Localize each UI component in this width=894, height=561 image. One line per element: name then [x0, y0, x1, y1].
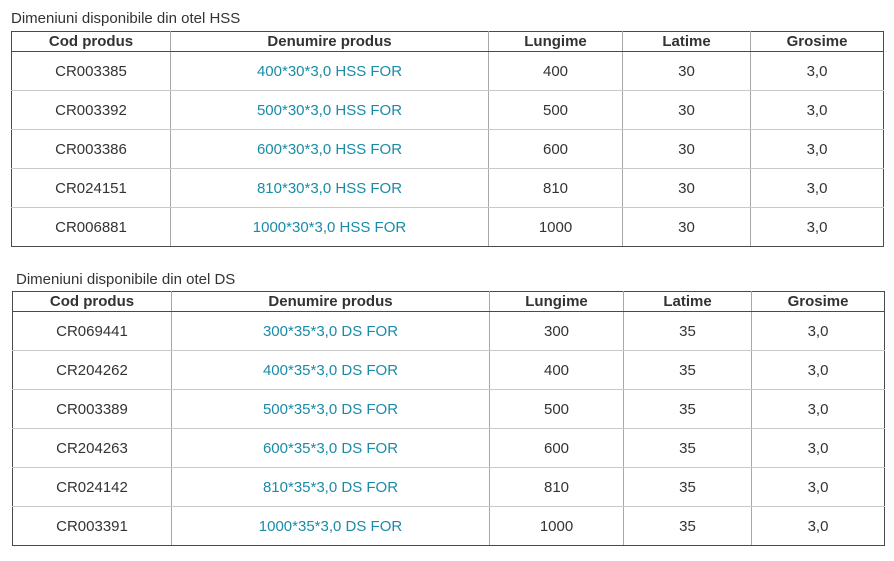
table-row [12, 91, 884, 130]
table-row [12, 52, 884, 91]
cell-length: 810 [490, 468, 624, 507]
cell-length: 1000 [489, 208, 623, 247]
table-row [12, 169, 884, 208]
cell-code: CR024142 [13, 468, 172, 507]
table-row [13, 312, 885, 351]
table-row [13, 429, 885, 468]
cell-width: 35 [624, 390, 752, 429]
cell-thickness: 3,0 [752, 468, 885, 507]
cell-thickness: 3,0 [751, 169, 884, 208]
cell-width: 35 [624, 312, 752, 351]
header-code: Cod produs [13, 292, 172, 312]
product-link[interactable]: 600*30*3,0 HSS FOR [171, 130, 489, 169]
cell-width: 30 [623, 91, 751, 130]
header-thickness: Grosime [751, 32, 884, 52]
table-row [13, 351, 885, 390]
cell-width: 35 [624, 507, 752, 546]
table-ds-dimensions [12, 291, 885, 546]
header-length: Lungime [489, 32, 623, 52]
header-code: Cod produs [12, 32, 171, 52]
cell-width: 30 [623, 208, 751, 247]
header-width: Latime [624, 292, 752, 312]
product-link[interactable]: 600*35*3,0 DS FOR [172, 429, 490, 468]
cell-width: 30 [623, 130, 751, 169]
table-row [13, 507, 885, 546]
header-width: Latime [623, 32, 751, 52]
cell-thickness: 3,0 [751, 130, 884, 169]
cell-code: CR204262 [13, 351, 172, 390]
product-link[interactable]: 500*35*3,0 DS FOR [172, 390, 490, 429]
cell-length: 400 [489, 52, 623, 91]
cell-code: CR024151 [12, 169, 171, 208]
product-link[interactable]: 810*30*3,0 HSS FOR [171, 169, 489, 208]
cell-width: 35 [624, 429, 752, 468]
cell-code: CR003389 [13, 390, 172, 429]
cell-code: CR003386 [12, 130, 171, 169]
product-link[interactable]: 400*30*3,0 HSS FOR [171, 52, 489, 91]
cell-length: 1000 [490, 507, 624, 546]
cell-code: CR204263 [13, 429, 172, 468]
cell-length: 500 [489, 91, 623, 130]
cell-code: CR003385 [12, 52, 171, 91]
product-link[interactable]: 1000*30*3,0 HSS FOR [171, 208, 489, 247]
table-row [12, 208, 884, 247]
cell-width: 35 [624, 468, 752, 507]
cell-width: 30 [623, 52, 751, 91]
cell-length: 300 [490, 312, 624, 351]
section-title-ds: Dimeniuni disponibile din otel DS [16, 271, 236, 288]
cell-thickness: 3,0 [752, 351, 885, 390]
table-row [13, 390, 885, 429]
product-link[interactable]: 400*35*3,0 DS FOR [172, 351, 490, 390]
cell-length: 600 [489, 130, 623, 169]
cell-thickness: 3,0 [752, 390, 885, 429]
table-hss-dimensions [11, 31, 884, 247]
product-link[interactable]: 810*35*3,0 DS FOR [172, 468, 490, 507]
cell-length: 400 [490, 351, 624, 390]
product-link[interactable]: 300*35*3,0 DS FOR [172, 312, 490, 351]
cell-code: CR069441 [13, 312, 172, 351]
cell-length: 810 [489, 169, 623, 208]
table-row [12, 130, 884, 169]
section-title-hss: Dimeniuni disponibile din otel HSS [11, 10, 241, 27]
cell-code: CR006881 [12, 208, 171, 247]
header-name: Denumire produs [171, 32, 489, 52]
table-row [13, 468, 885, 507]
table-header-row [13, 292, 885, 312]
cell-width: 35 [624, 351, 752, 390]
header-name: Denumire produs [172, 292, 490, 312]
cell-width: 30 [623, 169, 751, 208]
cell-code: CR003392 [12, 91, 171, 130]
header-thickness: Grosime [752, 292, 885, 312]
cell-thickness: 3,0 [752, 507, 885, 546]
header-length: Lungime [490, 292, 624, 312]
cell-thickness: 3,0 [752, 312, 885, 351]
table-header-row [12, 32, 884, 52]
product-link[interactable]: 500*30*3,0 HSS FOR [171, 91, 489, 130]
cell-code: CR003391 [13, 507, 172, 546]
cell-length: 600 [490, 429, 624, 468]
cell-length: 500 [490, 390, 624, 429]
cell-thickness: 3,0 [752, 429, 885, 468]
cell-thickness: 3,0 [751, 52, 884, 91]
cell-thickness: 3,0 [751, 91, 884, 130]
cell-thickness: 3,0 [751, 208, 884, 247]
product-link[interactable]: 1000*35*3,0 DS FOR [172, 507, 490, 546]
